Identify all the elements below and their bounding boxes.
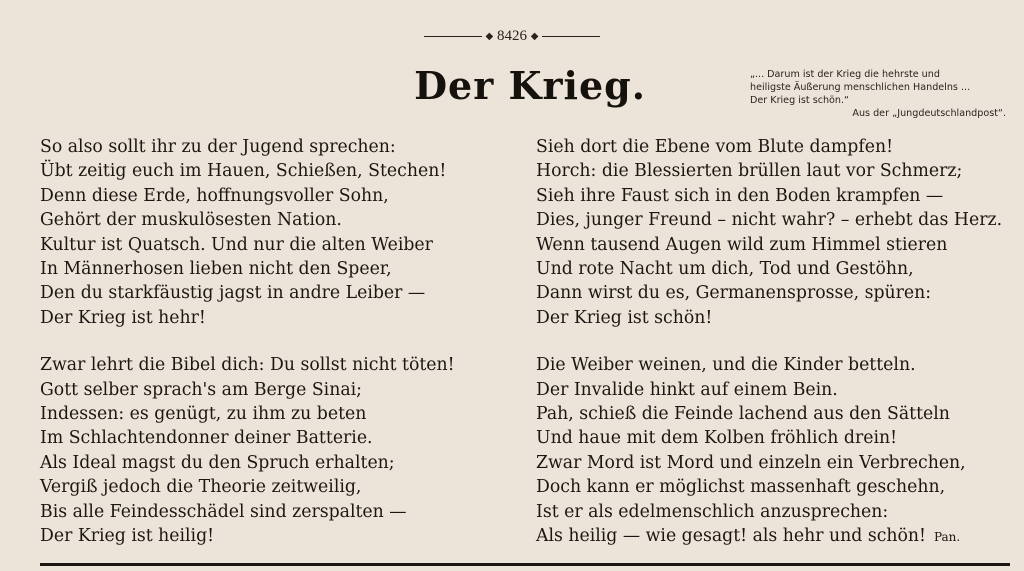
author-signature: Pan. [933,530,961,545]
verse-line: Kultur ist Quatsch. Und nur die alten Weiber [40,234,433,255]
verse-line: Doch kann er möglichst massenhaft geschehn, [536,477,946,498]
poem-right-column [536,135,1016,550]
verse-line: Pah, schieß die Feinde lachend aus den Sätteln [536,404,950,425]
verse-line: Horch: die Blessierten brüllen laut vor Schmerz; [536,161,963,182]
verse-line: In Männerhosen lieben nicht den Speer, [40,259,392,280]
verse-line: Bis alle Feindesschädel sind zerspalten — [40,501,407,522]
verse-line: Dies, junger Freund – nicht wahr? – erhebt das Herz. [536,210,1003,231]
verse-line: Zwar lehrt die Bibel dich: Du sollst nicht töten! [40,355,455,376]
epigraph-line: heiligste Äußerung menschlichen Handelns ... [750,82,971,93]
verse-line: Zwar Mord ist Mord und einzeln ein Verbrechen, [536,452,966,473]
verse-line: Indessen: es genügt, zu ihm zu beten [40,404,367,425]
poem-title: Der Krieg. [414,63,646,108]
verse-line: Sieh dort die Ebene vom Blute dampfen! [536,137,894,157]
poem-left-column [40,135,520,549]
stanza-gap [536,330,1016,353]
verse-line-text: Als heilig — wie gesagt! als hehr und schön! [536,526,926,547]
verse-line: Gott selber sprach's am Berge Sinai; [40,379,362,400]
verse-line: Und haue mit dem Kolben fröhlich drein! [536,428,898,449]
verse-line: Ist er als edelmenschlich anzusprechen: [536,501,889,522]
stanza [536,353,1016,549]
verse-line: So also sollt ihr zu der Jugend sprechen: [40,137,396,157]
verse-line-final [536,524,1016,549]
verse-line: Dann wirst du es, Germanensprosse, spüren: [536,283,932,304]
verse-line: Der Invalide hinkt auf einem Bein. [536,379,838,400]
stanza-gap [40,330,520,353]
ornament-dot-left: ◆ [485,31,494,43]
verse-line: Die Weiber weinen, und die Kinder betteln. [536,355,916,376]
verse-line: Vergiß jedoch die Theorie zeitweilig, [40,477,362,498]
verse-line: Übt zeitig euch im Hauen, Schießen, Stechen! [40,161,447,182]
verse-line: Der Krieg ist heilig! [40,526,215,547]
verse-line: Im Schlachtendonner deiner Batterie. [40,428,373,449]
ornament-line-left [424,36,482,37]
epigraph-line: Der Krieg ist schön.“ [750,95,850,106]
verse-line: Der Krieg ist schön! [536,307,713,328]
stanza [536,135,1016,330]
epigraph [750,68,1012,120]
page-number-header [0,28,1024,45]
ornament-line-right [542,36,600,37]
stanza [40,135,520,330]
verse-line: Der Krieg ist hehr! [40,307,206,328]
verse-line: Gehört der muskulösesten Nation. [40,210,342,231]
bottom-rule [40,563,1010,566]
verse-line: Sieh ihre Faust sich in den Boden krampfen — [536,185,944,206]
verse-line: Denn diese Erde, hoffnungsvoller Sohn, [40,185,389,206]
page-number: 8426 [497,28,527,44]
verse-line: Den du starkfäustig jagst in andre Leiber — [40,283,426,304]
verse-line: Und rote Nacht um dich, Tod und Gestöhn, [536,259,914,280]
ornament-dot-right: ◆ [530,31,539,43]
epigraph-source: Aus der „Jungdeutschlandpost“. [852,108,1006,119]
stanza [40,353,520,548]
epigraph-line: „... Darum ist der Krieg die hehrste und [750,69,940,80]
verse-line: Wenn tausend Augen wild zum Himmel stieren [536,234,948,255]
verse-line: Als Ideal magst du den Spruch erhalten; [40,452,395,473]
